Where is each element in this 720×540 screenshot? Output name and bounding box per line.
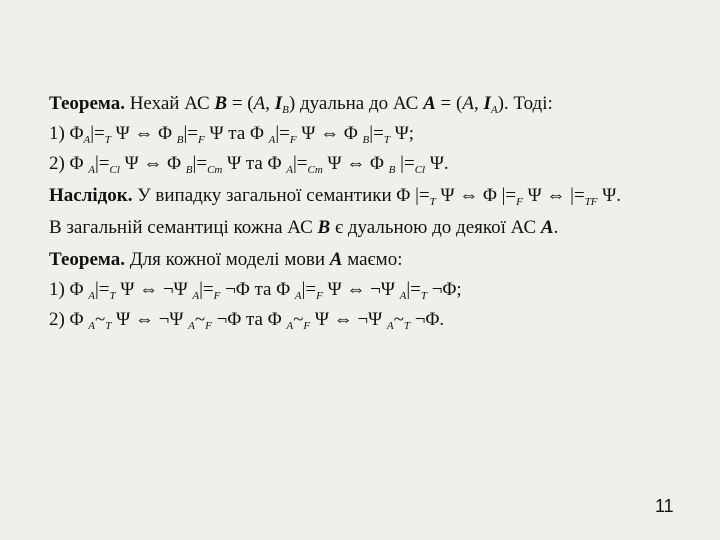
formula-part: Ψ ⇔ ¬Ψ (310, 309, 387, 330)
formula-part: Ψ. (425, 153, 449, 174)
text-fragment: ) дуальна до АС (288, 93, 424, 114)
formula-part: |= (292, 153, 308, 174)
subscript: A (88, 290, 95, 302)
formula-part: Ψ ⇔ Φ (322, 153, 389, 174)
subscript: Cl (109, 164, 120, 176)
formula-part: |= (395, 153, 415, 174)
text-fragment: = ( (227, 93, 254, 114)
subscript: A (286, 164, 293, 176)
formula-part: |= (369, 123, 384, 144)
subscript: B (185, 164, 193, 176)
subscript: A (386, 320, 394, 332)
formula-part: Ψ ⇔ Φ |= (435, 185, 517, 206)
subscript: F (205, 320, 212, 332)
formula-part: |= (275, 123, 290, 144)
formula-part: Ψ ⇔ ¬Ψ (115, 279, 193, 300)
subscript: T (429, 196, 436, 208)
subscript: F (289, 134, 297, 146)
formula-part: 2) Φ (49, 309, 89, 330)
formula-part: Ψ. (597, 185, 622, 206)
formula-part: ¬Φ; (427, 279, 462, 300)
text-fragment: В загальній семантиці кожна АС (49, 217, 318, 238)
formula-part: 2) Φ (49, 153, 89, 174)
formula-part: |= (301, 279, 317, 300)
formula-part: |= (406, 279, 421, 300)
formula-part: |= (94, 279, 110, 300)
theorem-1-item-2 (49, 152, 689, 176)
symbol: A (253, 93, 266, 114)
text-fragment: , (473, 93, 484, 114)
subscript: A (286, 320, 294, 332)
theorem-2-statement (49, 248, 689, 272)
symbol: I (274, 93, 283, 114)
subscript: T (104, 134, 111, 146)
formula-part: ¬Φ. (410, 309, 445, 330)
subscript: B (176, 134, 184, 146)
formula-part: Ψ; (389, 123, 414, 144)
text-fragment: У випадку загальної семантики Φ |= (132, 185, 430, 206)
subscript: A (399, 290, 407, 302)
subscript: T (383, 134, 390, 146)
slide-content (49, 92, 689, 332)
subscript: A (490, 104, 498, 116)
subscript: F (198, 134, 205, 146)
formula-part: ~ (293, 309, 304, 330)
text-fragment: маємо: (342, 249, 403, 270)
subscript: T (403, 320, 410, 332)
symbol: B (317, 217, 331, 238)
subscript: Cm (307, 164, 323, 176)
subscript: A (83, 134, 91, 146)
corollary (49, 184, 689, 208)
formula-part: ¬Φ та Φ (220, 279, 295, 300)
subscript: F (303, 320, 311, 332)
formula-part: |= (192, 153, 208, 174)
subscript: B (362, 134, 370, 146)
formula-part: ~ (94, 309, 106, 330)
text-fragment: є дуальною до деякої АС (330, 217, 541, 238)
symbol: A (540, 217, 554, 238)
symbol: I (483, 93, 491, 114)
symbol: A (423, 93, 436, 114)
subscript: A (88, 320, 95, 332)
page-number: 11 (655, 496, 674, 516)
subscript: B (282, 104, 289, 116)
theorem-1-item-1 (49, 122, 689, 146)
formula-part: Ψ ⇔ |= (522, 185, 585, 206)
text-fragment: Для кожної моделі мови (124, 249, 330, 270)
subscript: A (88, 164, 95, 176)
subscript: Cl (414, 164, 426, 176)
text-fragment: . (553, 217, 559, 238)
formula-part: Ψ ⇔ Φ (119, 153, 186, 174)
formula-part: Ψ ⇔ ¬Ψ (111, 309, 189, 330)
general-semantics-statement (49, 216, 689, 240)
subscript: T (109, 290, 116, 302)
text-fragment: ). Тоді: (497, 93, 553, 114)
formula-part: Ψ та Φ (204, 123, 269, 144)
formula-part: ~ (194, 309, 206, 330)
formula-part: Ψ та Φ (222, 153, 287, 174)
formula-part: 1) Φ (49, 279, 89, 300)
subscript: B (388, 164, 396, 176)
theorem-1-statement (49, 92, 689, 116)
formula-part: |= (183, 123, 199, 144)
formula-part: Ψ ⇔ ¬Ψ (322, 279, 400, 300)
subscript: T (420, 290, 427, 302)
subscript: TF (584, 196, 598, 208)
corollary-heading: Наслідок. (49, 185, 133, 206)
subscript: A (192, 290, 200, 302)
symbol: A (329, 249, 343, 270)
formula-part: ¬Φ та Φ (211, 309, 287, 330)
theorem-2-item-2 (49, 308, 689, 332)
theorem-1-heading: Теорема. (49, 93, 125, 114)
text-fragment: Нехай АС (124, 93, 215, 114)
subscript: A (268, 134, 276, 146)
formula-part: Ψ ⇔ Φ (110, 123, 177, 144)
subscript: A (188, 320, 195, 332)
subscript: A (294, 290, 302, 302)
formula-part: ~ (393, 309, 404, 330)
symbol: B (214, 93, 228, 114)
formula-part: 1) Φ (49, 123, 84, 144)
formula-part: |= (90, 123, 105, 144)
theorem-2-item-1 (49, 278, 689, 302)
text-fragment: , (265, 93, 275, 114)
theorem-2-heading: Теорема. (49, 249, 125, 270)
subscript: F (516, 196, 523, 208)
text-fragment: = ( (435, 93, 463, 114)
formula-part: |= (94, 153, 110, 174)
formula-part: Ψ ⇔ Φ (296, 123, 363, 144)
subscript: F (316, 290, 323, 302)
symbol: A (462, 93, 474, 114)
subscript: Cm (207, 164, 223, 176)
subscript: T (105, 320, 112, 332)
subscript: F (213, 290, 221, 302)
formula-part: |= (199, 279, 214, 300)
